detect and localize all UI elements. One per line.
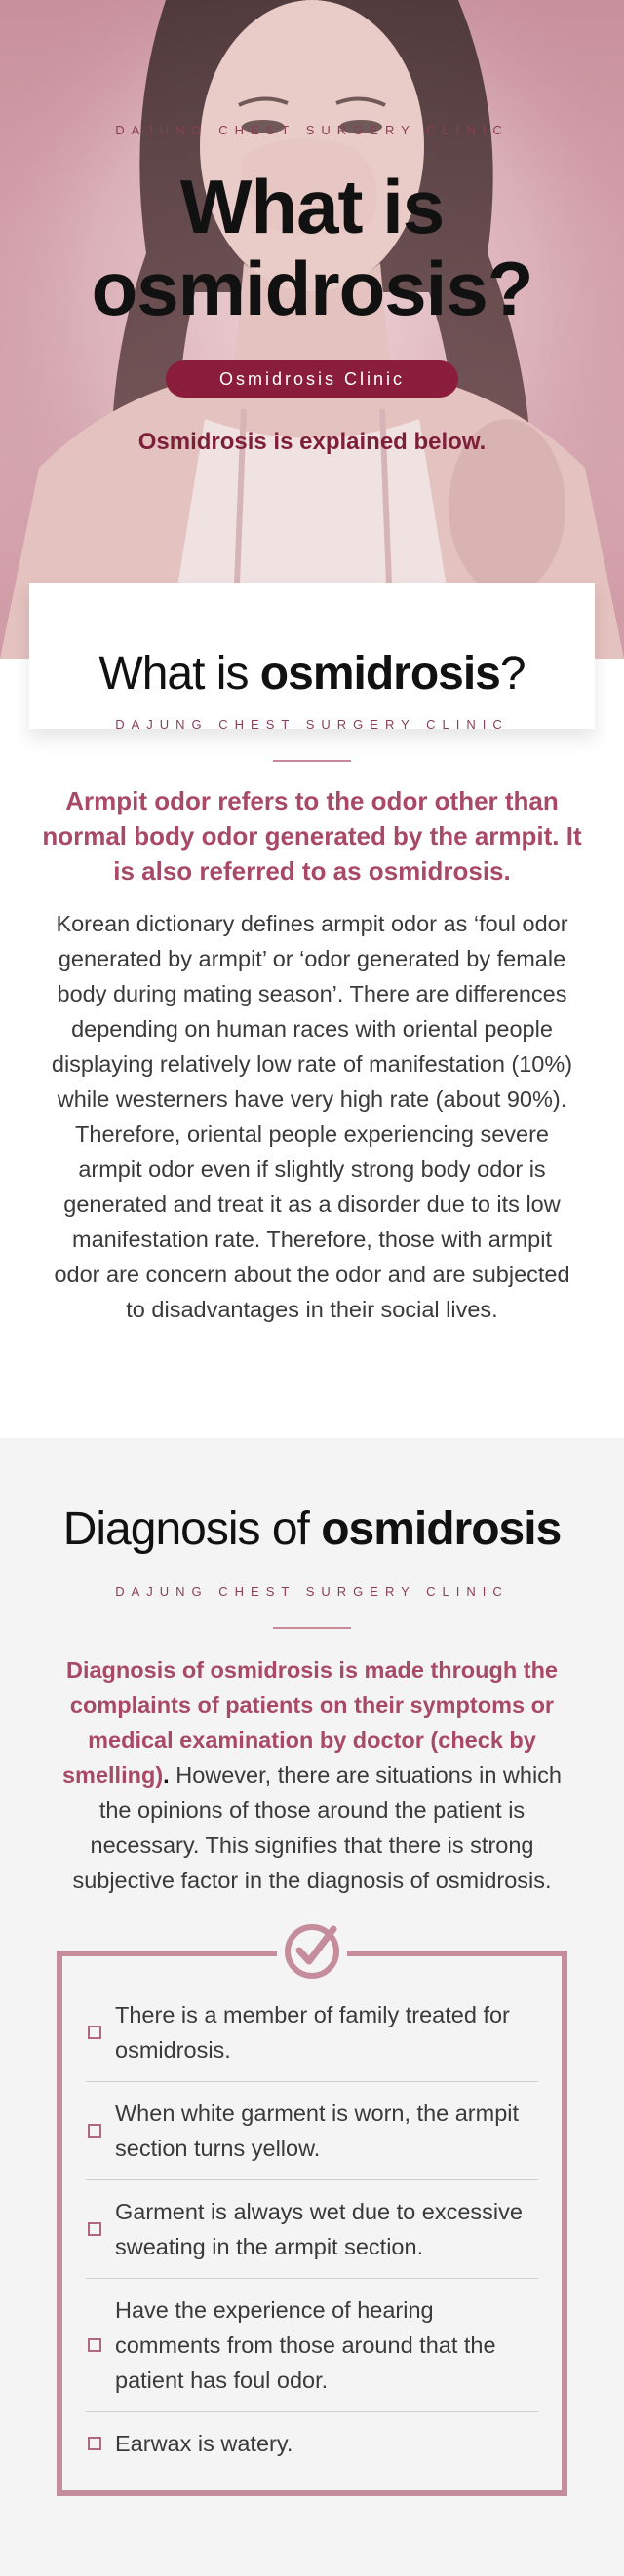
section1-divider: [273, 760, 351, 762]
checklist-item: [86, 2412, 538, 2475]
hero-kicker: DAJUNG CHEST SURGERY CLINIC: [115, 123, 509, 137]
checklist-item: [86, 2180, 538, 2279]
checklist-item-text: Have the experience of hearing comments from those around that the patient has foul odor.: [115, 2297, 496, 2393]
section2-body: However, there are situations in which the opinions of those around the patient is necessary. This signifies that there is strong subjective factor in the diagnosis of osmidrosis.: [72, 1762, 562, 1893]
clinic-pill: Osmidrosis Clinic: [166, 360, 458, 398]
section2-title-plain: Diagnosis of: [62, 1503, 322, 1555]
checklist-item-text: There is a member of family treated for osmidrosis.: [115, 2002, 510, 2063]
checklist-item: [86, 2082, 538, 2180]
checklist-item: [86, 1984, 538, 2082]
section2-kicker: DAJUNG CHEST SURGERY CLINIC: [115, 1584, 509, 1599]
square-icon: [88, 2338, 101, 2352]
section1-title: [0, 647, 624, 701]
square-icon: [88, 2124, 101, 2138]
checklist-item: [86, 2279, 538, 2412]
section2-highlight-end: .: [163, 1762, 170, 1788]
hero-banner: [0, 0, 624, 659]
hero-title-line1: What is: [179, 164, 445, 249]
hero-title-line2: osmidrosis?: [91, 246, 533, 332]
square-icon: [88, 2437, 101, 2450]
square-icon: [88, 2222, 101, 2236]
section2-title-bold: osmidrosis: [321, 1503, 562, 1555]
checklist-item-text: When white garment is worn, the armpit section turns yellow.: [115, 2101, 520, 2161]
checklist: [86, 1984, 538, 2475]
hero-title: [0, 164, 624, 332]
section1-body: Korean dictionary defines armpit odor as ‘foul odor generated by armpit’ or ‘odor generated by female body during mating season’. There are differences depending on human races with oriental people displaying relatively low rate of manifestation (10%) while westerners have very high rate (about 90%). Therefore, oriental people experiencing severe armpit odor even if slightly strong body odor is generated and treat it as a disorder due to its low manifestation rate. Therefore, those with armpit odor are concern about the odor and are subjected to disadvantages in their social lives.: [51, 911, 573, 1322]
hero-subtitle: Osmidrosis is explained below.: [137, 429, 487, 455]
section2-title: [0, 1502, 624, 1556]
section2-divider: [273, 1627, 351, 1629]
section1-title-plain: What is: [98, 648, 260, 700]
check-circle-icon: [277, 1917, 347, 1982]
section2-highlight: Diagnosis of osmidrosis is made through the complaints of patients on their symptoms or medical examination by doctor (check by smelling): [61, 1657, 558, 1788]
section1-title-bold: osmidrosis: [259, 648, 500, 700]
section1-kicker: DAJUNG CHEST SURGERY CLINIC: [115, 717, 509, 732]
checklist-item-text: Earwax is watery.: [115, 2431, 293, 2456]
square-icon: [88, 2026, 101, 2039]
section1-title-suffix: ?: [499, 648, 526, 700]
section1-lead: Armpit odor refers to the odor other than normal body odor generated by the armpit. It is also referred to as osmidrosis.: [42, 786, 582, 886]
checklist-item-text: Garment is always wet due to excessive sweating in the armpit section.: [115, 2199, 523, 2259]
section2-paragraph: [47, 1652, 577, 1898]
